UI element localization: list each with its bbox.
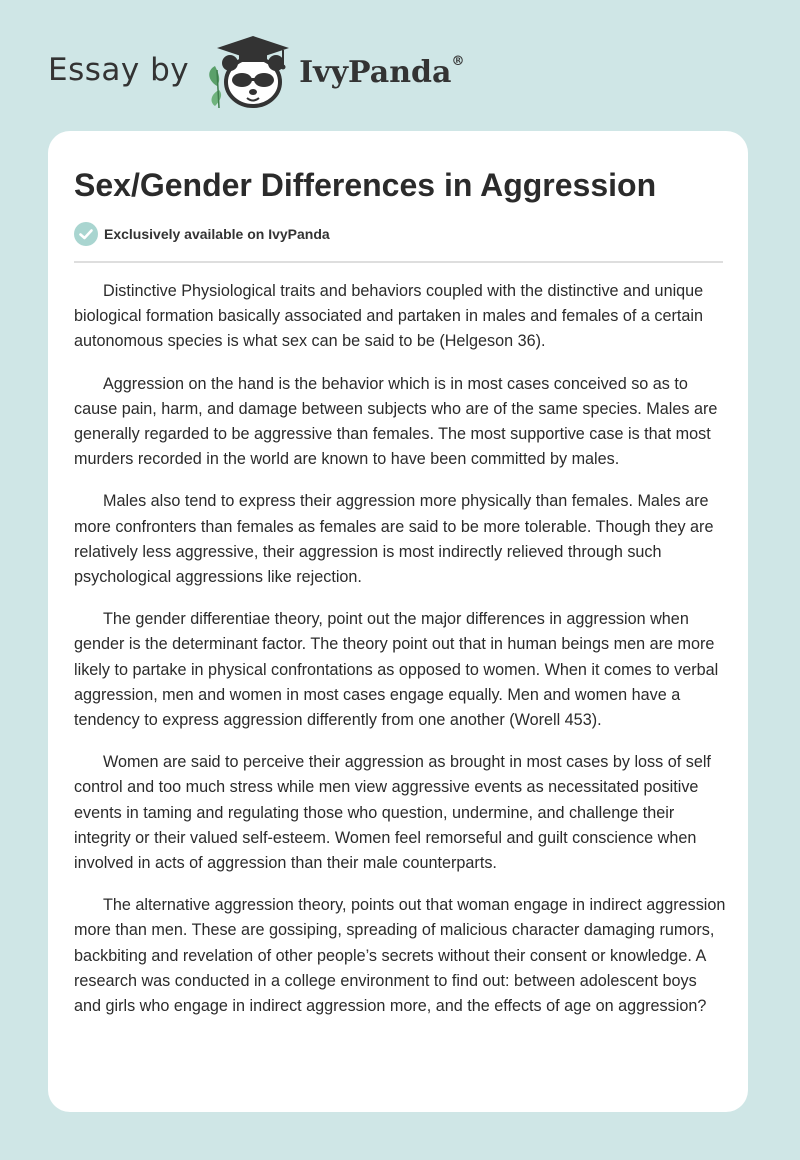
registered-mark: ® xyxy=(451,53,465,69)
exclusive-badge xyxy=(74,222,330,246)
essay-by-label: Essay by xyxy=(48,52,190,88)
paragraph: Aggression on the hand is the behavior which is in most cases conceived so as to cause pain, harm, and damage between subjects who are of the same species. Males are generally regarded to be aggressive than females. The most supportive case is that most murders recorded in the world are known to have been committed by males. xyxy=(74,374,718,469)
site-header xyxy=(48,30,464,110)
panda-logo-icon xyxy=(203,30,295,110)
check-circle-icon xyxy=(74,222,98,246)
paragraph: The alternative aggression theory, points out that woman engage in indirect aggression more than men. These are gossiping, spreading of malicious character damaging rumors, backbiting and revelation of other people’s secrets without their consent or knowledge. A research was conducted in a college environment to find out: between adolescent boys and girls who engage in indirect aggression more, and the effects of age on aggression? xyxy=(74,896,726,1016)
brand-name: IvyPanda® xyxy=(299,53,465,90)
paragraph: Women are said to perceive their aggression as brought in most cases by loss of self control and too much stress while men view aggressive events as necessitated positive events in taming and regulating those who question, undermine, and challenge their integrity or their valued self-esteem. Women feel remorseful and guilt conscience when involved in acts of aggression than their male counterparts. xyxy=(74,753,711,873)
exclusive-label: Exclusively available on IvyPanda xyxy=(104,226,330,242)
paragraph: Distinctive Physiological traits and behaviors coupled with the distinctive and unique biological formation basically associated and partaken in males and females of a certain autonomous species is what sex can be said to be (Helgeson 36). xyxy=(74,282,704,351)
paragraph: Males also tend to express their aggression more physically than females. Males are more confronters than females as females are said to be more tolerable. Though they are relatively less aggressive, their aggression is most indirectly relieved through such psychological aggressions like rejection. xyxy=(74,492,714,587)
page-title: Sex/Gender Differences in Aggression xyxy=(74,167,657,203)
article-card xyxy=(48,131,748,1112)
paragraph: The gender differentiae theory, point out the major differences in aggression when gender is the determinant factor. The theory point out that in human beings men are more likely to partake in physical confrontations as opposed to women. When it comes to verbal aggression, men and women in most cases engage equally. Men and women have a tendency to express aggression differently from one another (Worell 453). xyxy=(74,610,719,730)
divider xyxy=(74,261,723,263)
article-body xyxy=(74,279,726,1036)
